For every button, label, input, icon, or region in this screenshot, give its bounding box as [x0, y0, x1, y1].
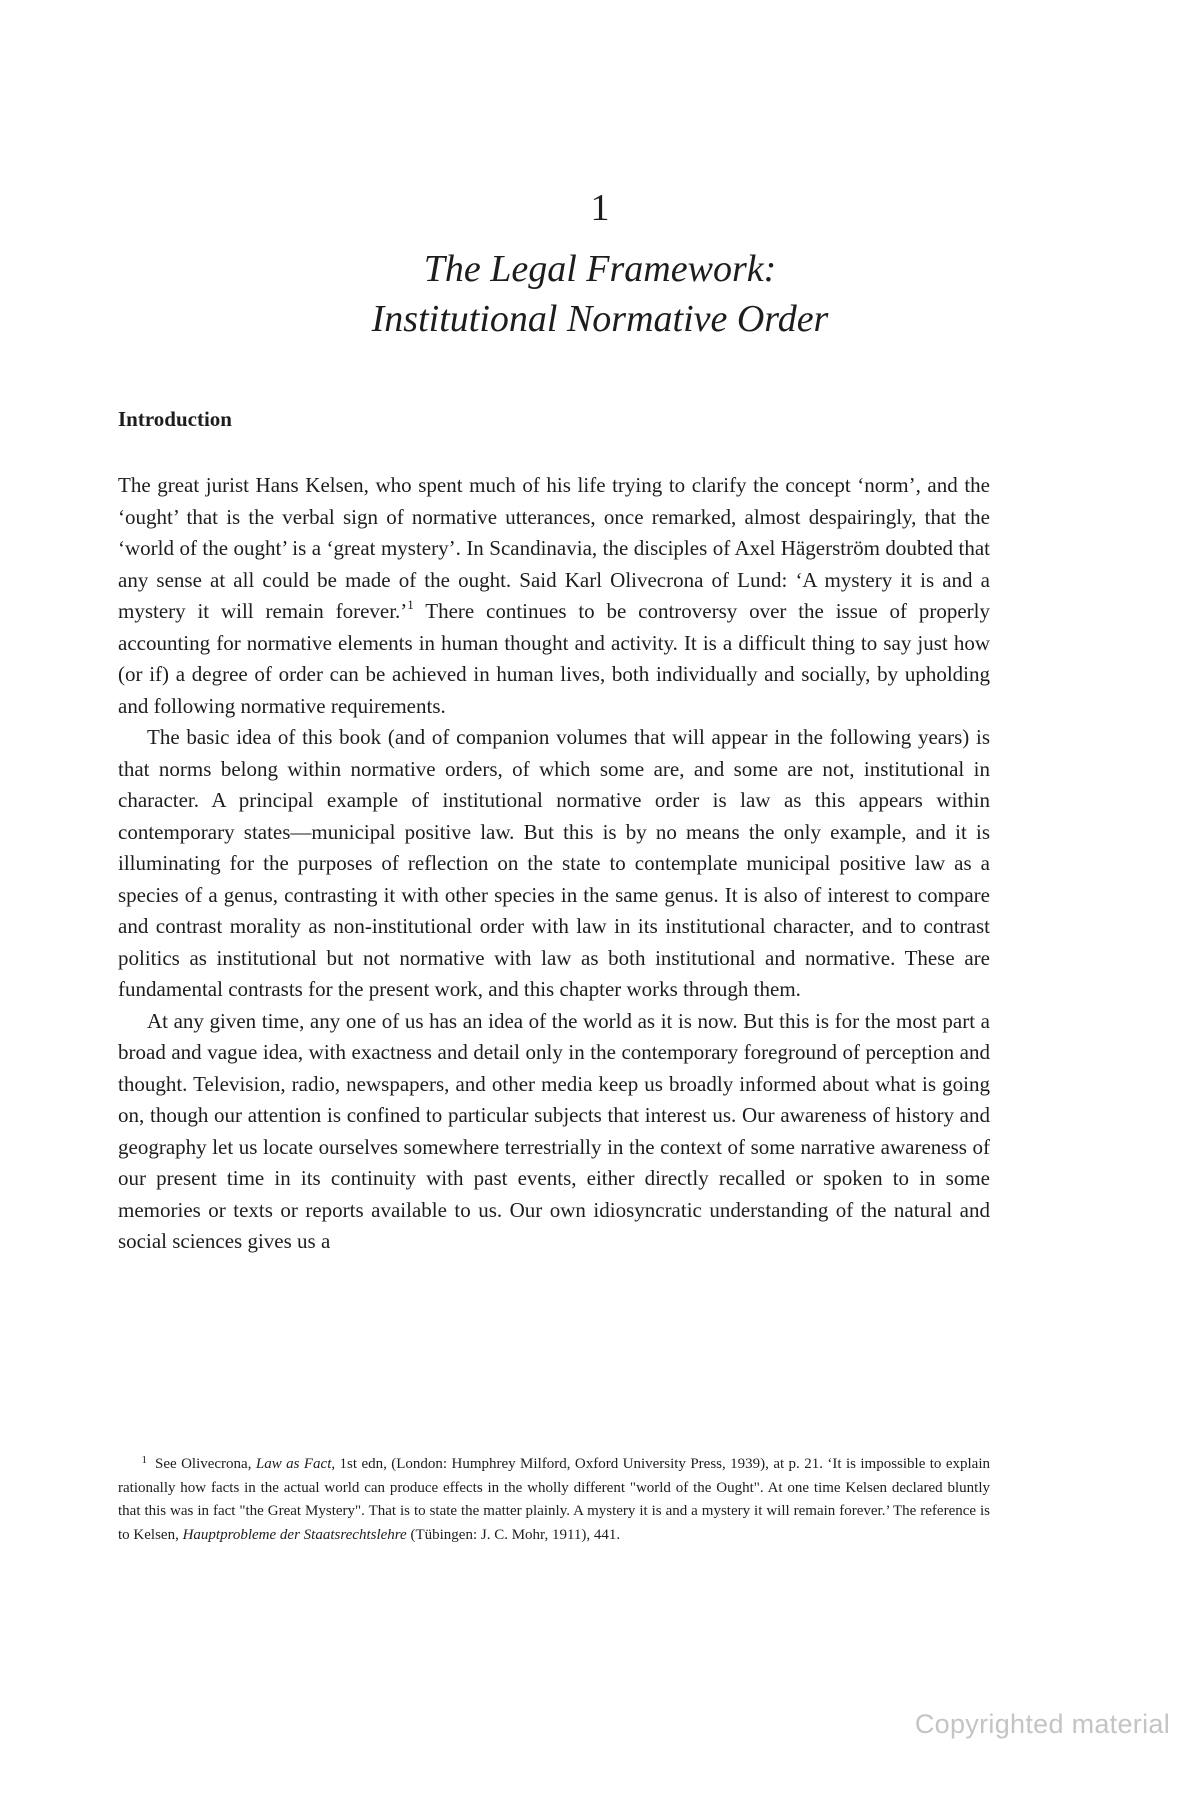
footnote-text-a: See Olivecrona, [155, 1456, 256, 1472]
paragraph-1 [118, 470, 990, 722]
copyright-watermark: Copyrighted material [914, 1709, 1170, 1739]
chapter-number: 1 [590, 187, 610, 229]
footnote: 1 See Olivecrona, Law as Fact, 1st edn, (London: Humphrey Milford, Oxford University Press, 1939), at p. 21. ‘It is impossible to explain rationally how facts in the actual world can produce effects in the wholly different "world of the Ought". At one time Kelsen declared bluntly that this was in fact "the Great Mystery". That is to state the matter plainly. A mystery it is and a mystery it will remain forever.’ The reference is to Kelsen, Hauptprobleme der Staatsrechtslehre (Tübingen: J. C. Mohr, 1911), 441. [118, 1454, 990, 1543]
body-text [118, 470, 990, 1258]
footnote-text-c: (Tübingen: J. C. Mohr, 1911), 441. [406, 1526, 621, 1543]
footnote-book-title-2: Hauptprobleme der Staatsrechtslehre [182, 1526, 407, 1543]
paragraph-1-continuation: There continues to be controversy over the issue of properly accounting for normative elements in human thought and activity. It is a difficult thing to say just how (or if) a degree of order can be achieved in human lives, both individually and socially, by upholding and following normative requirements. [118, 599, 990, 718]
footnote-text-b: , 1st edn, (London: Humphrey Milford, Oxford University Press, 1939), at p. 21. ‘It is impossible to explain rationally how facts in the actual world can produce effects in the wholly different "world of the Ought". At one time Kelsen declared bluntly that this was in fact "the Great Mystery". That is to state the matter plainly. A mystery it is and a mystery it will remain forever.’ The reference is to Kelsen, [118, 1456, 990, 1543]
footnote-reference[interactable]: 1 [407, 597, 414, 612]
paragraph-2: The basic idea of this book (and of companion volumes that will appear in the following years) is that norms belong within normative orders, of which some are, and some are not, institutional in character. A principal example of institutional normative order is law as this appears within contemporary states—municipal positive law. But this is by no means the only example, and it is illuminating for the purposes of reflection on the state to contemplate municipal positive law as a species of a genus, contrasting it with other species in the same genus. It is also of interest to compare and contrast morality as non-institutional order with law in its institutional character, and to contrast politics as institutional but not normative with law as both institutional and normative. These are fundamental contrasts for the present work, and this chapter works through them. [118, 725, 990, 1001]
footnote-book-title-1: Law as Fact [255, 1456, 332, 1472]
chapter-title-line-2: Institutional Normative Order [371, 298, 829, 340]
section-heading: Introduction [118, 407, 232, 431]
chapter-title-line-1: The Legal Framework: [423, 248, 777, 290]
paragraph-3: At any given time, any one of us has an idea of the world as it is now. But this is for the most part a broad and vague idea, with exactness and detail only in the contemporary foreground of perception and thought. Television, radio, newspapers, and other media keep us broadly informed about what is going on, though our attention is confined to particular subjects that interest us. Our awareness of history and geography let us locate ourselves somewhere terrestrially in the context of some narrative awareness of our present time in its continuity with past events, either directly recalled or spoken to in some memories or texts or reports available to us. Our own idiosyncratic understanding of the natural and social sciences gives us a [118, 1008, 990, 1253]
paragraph-1-text: The great jurist Hans Kelsen, who spent much of his life trying to clarify the concept ‘norm’, and the ‘ought’ that is the verbal sign of normative utterances, once remarked, almost despairingly, that the ‘world of the ought’ is a ‘great mystery’. In Scandinavia, the disciples of Axel Hägerström doubted that any sense at all could be made of the ought. Said Karl Olivecrona of Lund: ‘A mystery it is and a mystery it will remain forever.’ [118, 473, 990, 623]
chapter-title [0, 244, 1200, 344]
